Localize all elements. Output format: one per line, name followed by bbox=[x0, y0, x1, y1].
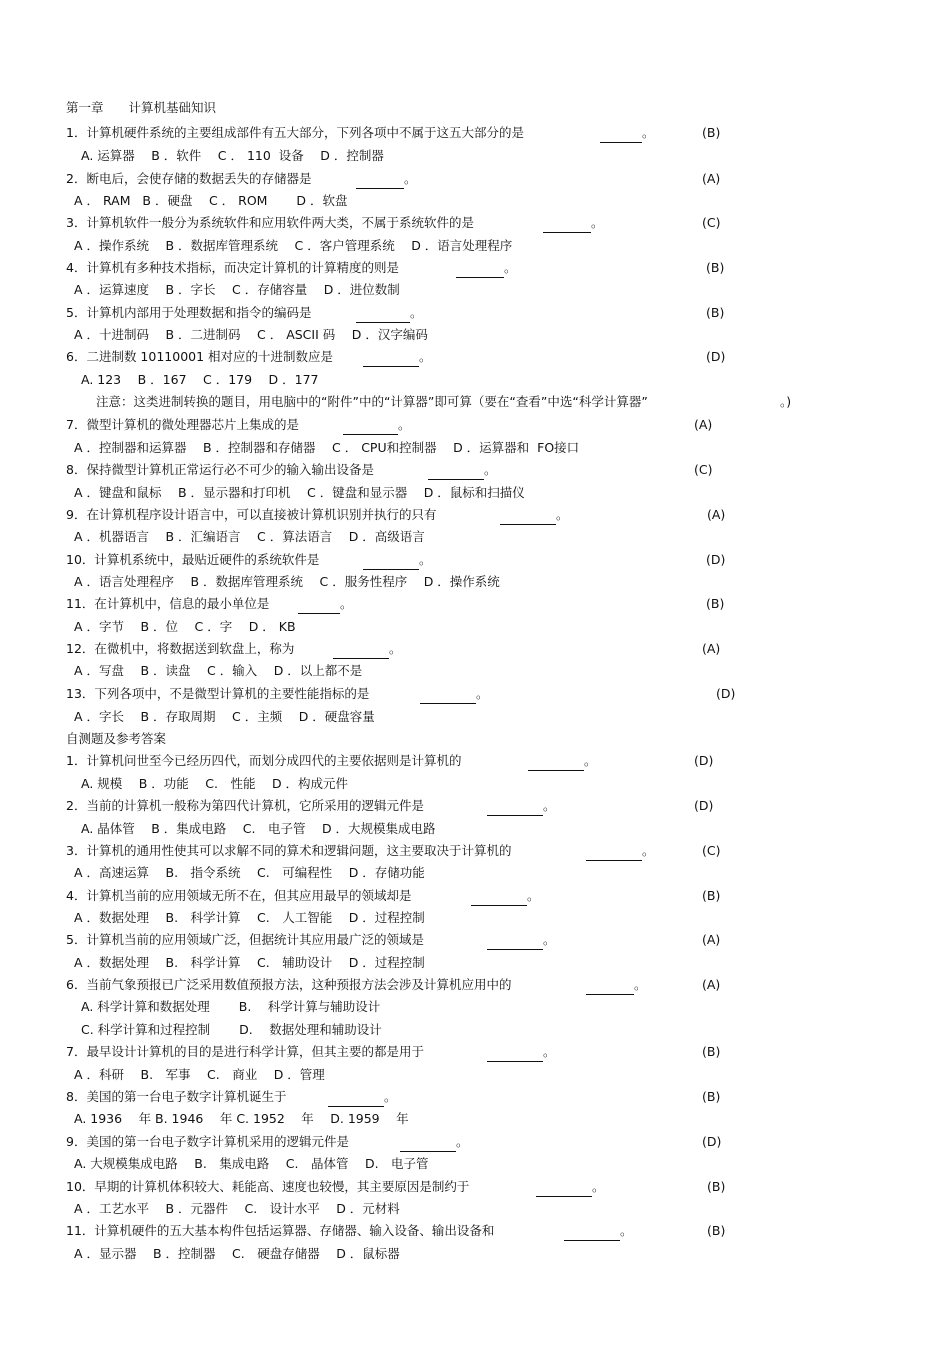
answer-blank bbox=[363, 569, 419, 570]
question-text: 8．保持微型计算机正常运行必不可少的输入输出设备是 bbox=[66, 462, 374, 477]
question-end: 。 bbox=[419, 552, 432, 567]
question-text: 11．在计算机中，信息的最小单位是 bbox=[66, 596, 270, 611]
answer-blank bbox=[428, 479, 484, 480]
answer-key: (D) bbox=[702, 1134, 722, 1149]
question-text: 7．最早设计计算机的目的是进行科学计算，但其主要的都是用于 bbox=[66, 1044, 424, 1059]
question-options: A ．十进制码 B ．二进制码 C ． ASCII 码 D ．汉字编码 bbox=[74, 327, 428, 342]
question-text: 13．下列各项中，不是微型计算机的主要性能指标的是 bbox=[66, 686, 370, 701]
question-end: 。 bbox=[591, 215, 604, 230]
question-options: A ． RAM B ．硬盘 C ． ROM D ．软盘 bbox=[74, 193, 348, 208]
question-options: A ．键盘和鼠标 B ．显示器和打印机 C ．键盘和显示器 D ．鼠标和扫描仪 bbox=[74, 485, 525, 500]
question-options: A ．数据处理 B. 科学计算 C. 辅助设计 D ．过程控制 bbox=[74, 955, 425, 970]
question-options: A. 123 B ．167 C ．179 D ．177 bbox=[81, 372, 319, 387]
answer-key: (A) bbox=[702, 932, 721, 947]
answer-blank bbox=[328, 1106, 384, 1107]
question-options: A. 运算器 B ．软件 C ． 110 设备 D ．控制器 bbox=[81, 148, 384, 163]
section-title: 自测题及参考答案 bbox=[66, 731, 167, 746]
chapter-title: 第一章 计算机基础知识 bbox=[66, 100, 217, 115]
question-text: 5．计算机内部用于处理数据和指令的编码是 bbox=[66, 305, 312, 320]
answer-blank bbox=[400, 1151, 456, 1152]
question-end: 。 bbox=[404, 171, 417, 186]
question-options: A ．机器语言 B ．汇编语言 C ．算法语言 D ．高级语言 bbox=[74, 529, 425, 544]
question-end: 。 bbox=[384, 1089, 397, 1104]
question-options: A. 规模 B ．功能 C. 性能 D ．构成元件 bbox=[81, 776, 349, 791]
question-end: 。 bbox=[398, 417, 411, 432]
answer-key: (C) bbox=[702, 843, 721, 858]
question-end: 。 bbox=[456, 1134, 469, 1149]
question-text: 2．断电后，会使存储的数据丢失的存储器是 bbox=[66, 171, 312, 186]
question-text: 7．微型计算机的微处理器芯片上集成的是 bbox=[66, 417, 299, 432]
question-text: 6．当前气象预报已广泛采用数值预报方法，这种预报方法会涉及计算机应用中的 bbox=[66, 977, 512, 992]
question-end: 。 bbox=[340, 596, 353, 611]
question-text: 11．计算机硬件的五大基本构件包括运算器、存储器、输入设备、输出设备和 bbox=[66, 1223, 495, 1238]
answer-key: (C) bbox=[694, 462, 713, 477]
answer-key: (B) bbox=[702, 1044, 721, 1059]
question-text: 1．计算机问世至今已经历四代，而划分成四代的主要依据则是计算机的 bbox=[66, 753, 462, 768]
question-end: 。 bbox=[642, 843, 655, 858]
question-text: 3．计算机的通用性使其可以求解不同的算术和逻辑问题，这主要取决于计算机的 bbox=[66, 843, 512, 858]
answer-key: (A) bbox=[702, 641, 721, 656]
question-text: 1．计算机硬件系统的主要组成部件有五大部分，下列各项中不属于这五大部分的是 bbox=[66, 125, 524, 140]
question-end: 。 bbox=[543, 1044, 556, 1059]
question-text: 8．美国的第一台电子数字计算机诞生于 bbox=[66, 1089, 287, 1104]
question-text: 4．计算机有多种技术指标，而决定计算机的计算精度的则是 bbox=[66, 260, 399, 275]
question-end: 。 bbox=[642, 125, 655, 140]
answer-blank bbox=[600, 142, 642, 143]
question-end: 。 bbox=[620, 1223, 633, 1238]
answer-key: (B) bbox=[706, 305, 725, 320]
answer-key: (B) bbox=[706, 596, 725, 611]
question-options: A ．运算速度 B ．字长 C ．存储容量 D ．进位数制 bbox=[74, 282, 400, 297]
answer-blank bbox=[500, 524, 556, 525]
question-options: A. 大规模集成电路 B. 集成电路 C. 晶体管 D. 电子管 bbox=[74, 1156, 429, 1171]
question-text: 5．计算机当前的应用领域广泛，但据统计其应用最广泛的领域是 bbox=[66, 932, 424, 947]
answer-key: (B) bbox=[702, 1089, 721, 1104]
answer-blank bbox=[487, 949, 543, 950]
answer-key: (D) bbox=[694, 798, 714, 813]
question-end: 。 bbox=[484, 462, 497, 477]
question-text: 2．当前的计算机一般称为第四代计算机，它所采用的逻辑元件是 bbox=[66, 798, 424, 813]
question-end: 。 bbox=[543, 798, 556, 813]
question-end: 。 bbox=[556, 507, 569, 522]
question-end: 。 bbox=[527, 888, 540, 903]
answer-blank bbox=[528, 770, 584, 771]
answer-key: (A) bbox=[707, 507, 726, 522]
question-options: A ．显示器 B ．控制器 C. 硬盘存储器 D ．鼠标器 bbox=[74, 1246, 400, 1261]
answer-blank bbox=[363, 366, 419, 367]
question-options: A. 1936 年 B. 1946 年 C. 1952 年 D. 1959 年 bbox=[74, 1111, 409, 1126]
question-options: A ．控制器和运算器 B ．控制器和存储器 C ． CPU和控制器 D ．运算器和 FO接口 bbox=[74, 440, 580, 455]
answer-blank bbox=[586, 994, 634, 995]
answer-key: (A) bbox=[702, 171, 721, 186]
question-options-row2: C. 科学计算和过程控制 D. 数据处理和辅助设计 bbox=[81, 1022, 382, 1037]
answer-blank bbox=[333, 658, 389, 659]
answer-key: (B) bbox=[707, 1179, 726, 1194]
answer-key: (B) bbox=[706, 260, 725, 275]
answer-key: (D) bbox=[706, 349, 726, 364]
question-end: 。 bbox=[389, 641, 402, 656]
conversion-note: 注意：这类进制转换的题目，用电脑中的“附件”中的“计算器”即可算（要在“查看”中选“科学计算器” bbox=[96, 394, 648, 409]
answer-blank bbox=[471, 905, 527, 906]
question-end: 。 bbox=[419, 349, 432, 364]
answer-blank bbox=[487, 815, 543, 816]
answer-blank bbox=[564, 1240, 620, 1241]
question-end: 。 bbox=[543, 932, 556, 947]
question-options: A. 晶体管 B ．集成电路 C. 电子管 D ．大规模集成电路 bbox=[81, 821, 436, 836]
answer-key: (D) bbox=[716, 686, 736, 701]
conversion-note-tail: 。) bbox=[780, 394, 792, 409]
answer-blank bbox=[356, 188, 404, 189]
question-text: 3．计算机软件一般分为系统软件和应用软件两大类，不属于系统软件的是 bbox=[66, 215, 474, 230]
answer-blank bbox=[343, 434, 398, 435]
answer-key: (B) bbox=[702, 125, 721, 140]
question-options: A. 科学计算和数据处理 B. 科学计算与辅助设计 bbox=[81, 999, 381, 1014]
question-text: 9．在计算机程序设计语言中，可以直接被计算机识别并执行的只有 bbox=[66, 507, 437, 522]
question-options: A ．工艺水平 B ．元器件 C. 设计水平 D ．元材料 bbox=[74, 1201, 400, 1216]
question-options: A ．科研 B. 军事 C. 商业 D ．管理 bbox=[74, 1067, 325, 1082]
answer-key: (C) bbox=[702, 215, 721, 230]
question-text: 9．美国的第一台电子数字计算机采用的逻辑元件是 bbox=[66, 1134, 349, 1149]
question-end: 。 bbox=[504, 260, 517, 275]
question-text: 12．在微机中，将数据送到软盘上，称为 bbox=[66, 641, 295, 656]
answer-key: (B) bbox=[707, 1223, 726, 1238]
question-end: 。 bbox=[584, 753, 597, 768]
answer-blank bbox=[456, 277, 504, 278]
answer-blank bbox=[487, 1061, 543, 1062]
answer-blank bbox=[356, 322, 410, 323]
question-options: A ．字长 B ．存取周期 C ．主频 D ．硬盘容量 bbox=[74, 709, 375, 724]
question-options: A ．字节 B ．位 C ．字 D ． KB bbox=[74, 619, 296, 634]
question-end: 。 bbox=[410, 305, 423, 320]
answer-blank bbox=[420, 703, 476, 704]
question-text: 10．早期的计算机体积较大、耗能高、速度也较慢，其主要原因是制约于 bbox=[66, 1179, 470, 1194]
question-end: 。 bbox=[592, 1179, 605, 1194]
answer-key: (A) bbox=[702, 977, 721, 992]
answer-key: (D) bbox=[706, 552, 726, 567]
question-end: 。 bbox=[476, 686, 489, 701]
question-end: 。 bbox=[634, 977, 647, 992]
question-text: 6．二进制数 10110001 相对应的十进制数应是 bbox=[66, 349, 334, 364]
answer-key: (D) bbox=[694, 753, 714, 768]
answer-blank bbox=[543, 232, 591, 233]
question-options: A ．数据处理 B. 科学计算 C. 人工智能 D ．过程控制 bbox=[74, 910, 425, 925]
answer-blank bbox=[298, 613, 340, 614]
question-options: A ．写盘 B ．读盘 C ．输入 D ．以上都不是 bbox=[74, 663, 363, 678]
question-text: 4．计算机当前的应用领域无所不在，但其应用最早的领域却是 bbox=[66, 888, 412, 903]
answer-key: (B) bbox=[702, 888, 721, 903]
answer-blank bbox=[536, 1196, 592, 1197]
answer-key: (A) bbox=[694, 417, 713, 432]
question-options: A ．语言处理程序 B ．数据库管理系统 C ．服务性程序 D ．操作系统 bbox=[74, 574, 500, 589]
question-options: A ．高速运算 B. 指令系统 C. 可编程性 D ．存储功能 bbox=[74, 865, 425, 880]
question-options: A ．操作系统 B ．数据库管理系统 C ．客户管理系统 D ．语言处理程序 bbox=[74, 238, 513, 253]
question-text: 10．计算机系统中，最贴近硬件的系统软件是 bbox=[66, 552, 320, 567]
answer-blank bbox=[586, 860, 642, 861]
